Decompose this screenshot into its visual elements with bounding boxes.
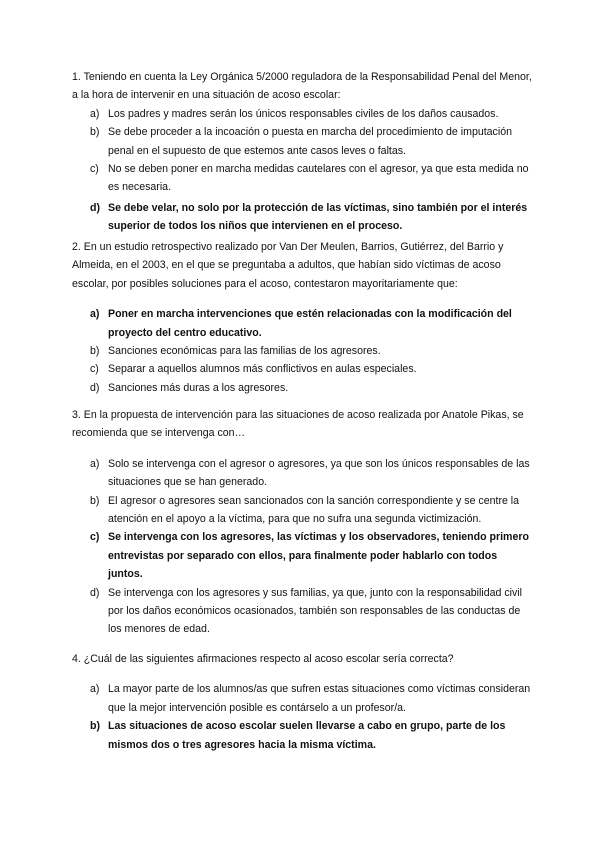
question-2 xyxy=(72,238,534,397)
question-3-options xyxy=(72,455,534,639)
question-1-stem: 1. Teniendo en cuenta la Ley Orgánica 5/2000 reguladora de la Responsabilidad Penal del Menor, a la hora de intervenir en una situación de acoso escolar: xyxy=(72,71,532,102)
question-3-option-d xyxy=(72,584,534,639)
question-2-option-a-correct xyxy=(72,305,534,342)
option-text: Separar a aquellos alumnos más conflictivos en aulas especiales. xyxy=(108,363,417,376)
option-letter: c) xyxy=(90,163,99,176)
option-text: Poner en marcha intervenciones que estén relacionadas con la modificación del proyecto del centro educativo. xyxy=(108,308,512,339)
option-text: Los padres y madres serán los únicos responsables civiles de los daños causados. xyxy=(108,107,499,120)
question-4-option-a xyxy=(72,680,534,717)
question-2-options xyxy=(72,305,534,397)
option-text: Se debe proceder a la incoación o puesta en marcha del procedimiento de imputación penal en el supuesto de que estemos ante casos leves o faltas. xyxy=(108,126,512,157)
question-4-stem: 4. ¿Cuál de las siguientes afirmaciones respecto al acoso escolar sería correcta? xyxy=(72,653,454,665)
option-letter: b) xyxy=(90,345,100,358)
question-1-option-a xyxy=(72,105,534,123)
question-2-stem: 2. En un estudio retrospectivo realizado por Van Der Meulen, Barrios, Gutiérrez, del Barrio y Almeida, en el 2003, en el que se preguntaba a adultos, que habían sido víctimas de acoso escolar, por posibles soluciones para el acoso, contestaron mayoritariamente que: xyxy=(72,241,504,290)
option-text: Se intervenga con los agresores y sus familias, ya que, junto con la responsabilidad civil por los daños económicos ocasionados, también son responsables de las conductas de los menores de edad. xyxy=(108,586,522,636)
option-text: Se debe velar, no solo por la protección de las víctimas, sino también por el interés superior de todos los niños que intervienen en el proceso. xyxy=(108,201,528,233)
option-letter: c) xyxy=(90,363,99,376)
question-1-option-b xyxy=(72,123,534,160)
question-3-option-a xyxy=(72,455,534,492)
option-letter: d) xyxy=(90,586,100,599)
question-4-options xyxy=(72,680,534,754)
option-text: El agresor o agresores sean sancionados con la sanción correspondiente y se centre la atención en el apoyo a la víctima, para que no sufra una segunda victimización. xyxy=(108,494,520,526)
question-3-option-b xyxy=(72,492,534,529)
question-2-option-b xyxy=(72,342,534,360)
question-1 xyxy=(72,68,534,236)
option-letter: a) xyxy=(90,683,100,696)
question-2-option-c xyxy=(72,360,534,378)
question-2-option-d xyxy=(72,379,534,397)
option-letter: a) xyxy=(90,107,100,120)
question-1-option-c xyxy=(72,160,534,197)
option-letter: b) xyxy=(90,720,100,733)
option-text: La mayor parte de los alumnos/as que sufren estas situaciones como víctimas consideran que la mejor intervención posible es contárselo a un profesor/a. xyxy=(108,683,531,714)
question-3-option-c-correct xyxy=(72,528,534,583)
option-letter: a) xyxy=(90,308,100,321)
option-text: Las situaciones de acoso escolar suelen llevarse a cabo en grupo, parte de los mismos dos o tres agresores hacia la misma víctima. xyxy=(108,720,506,751)
question-1-options xyxy=(72,105,534,236)
option-text: Solo se intervenga con el agresor o agresores, ya que son los únicos responsables de las situaciones que se han generado. xyxy=(108,457,530,489)
option-letter: b) xyxy=(90,494,100,507)
option-text: Sanciones económicas para las familias de los agresores. xyxy=(108,345,381,358)
question-1-option-d-correct xyxy=(72,199,534,236)
question-4-option-b-correct xyxy=(72,717,534,754)
option-text: Se intervenga con los agresores, las víctimas y los observadores, teniendo primero entrevistas por separado con ellos, para finalmente poder hablarlo con todos juntos. xyxy=(108,531,529,581)
option-letter: b) xyxy=(90,126,100,139)
question-3 xyxy=(72,406,534,639)
option-letter: d) xyxy=(90,201,100,214)
option-letter: a) xyxy=(90,457,100,470)
option-letter: c) xyxy=(90,531,100,544)
question-3-stem: 3. En la propuesta de intervención para las situaciones de acoso realizada por Anatole Pikas, se recomienda que se intervenga con… xyxy=(72,409,524,440)
option-letter: d) xyxy=(90,381,100,394)
option-text: No se deben poner en marcha medidas cautelares con el agresor, ya que esta medida no es necesaria. xyxy=(108,163,529,194)
question-4 xyxy=(72,650,534,754)
option-text: Sanciones más duras a los agresores. xyxy=(108,381,289,394)
